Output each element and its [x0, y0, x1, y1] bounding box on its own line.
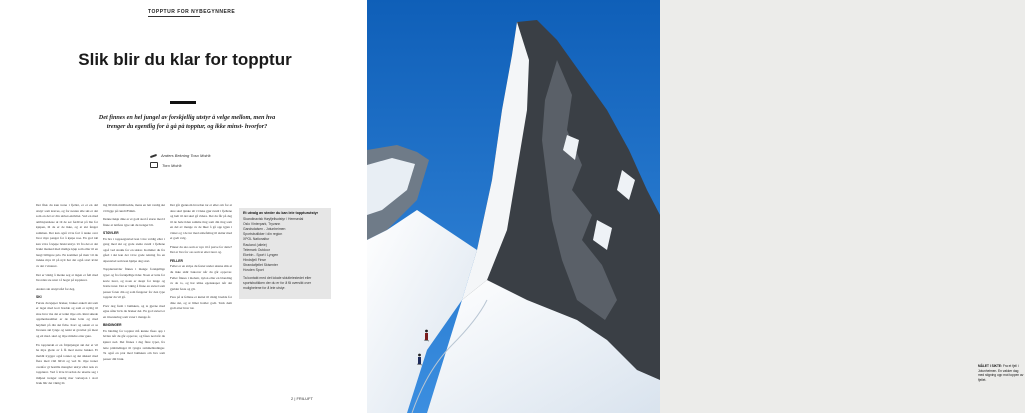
byline-text: [150, 153, 211, 158]
headline-rule: [170, 101, 196, 104]
list-item: Strandafjellet Skisenter: [243, 262, 278, 267]
paragraph: ing 90 mm midtbredde, mens en lett vanlig ski vil ligge på rundt 85mm.: [103, 203, 165, 213]
paragraph: Finner du sko som er nye til å prøve for dette? Det er hva for oss som ut etter turer og.: [170, 244, 232, 255]
photo-caption: [978, 364, 1025, 382]
section-kicker: TOPPTUR FOR NYBEGYNNERE: [148, 9, 236, 15]
list-item: Skandinavisk Høyfjellsutstyr / Hemsedal: [243, 217, 304, 222]
headline: Slik blir du klar for topptur: [78, 50, 292, 69]
body-column-2: [103, 203, 165, 365]
page-number: 2 | FRILUFT: [291, 396, 313, 401]
byline-writer: Anders Bekning Toso Moirik: [161, 153, 211, 158]
left-page: [0, 0, 367, 413]
list-item: Hindsfjell Finse: [243, 257, 266, 262]
mountain-illustration: [367, 0, 660, 413]
body-column-1: [36, 203, 98, 390]
body-column-3: [170, 203, 232, 315]
kicker-rule: [148, 16, 200, 17]
camera-icon: [150, 162, 158, 168]
subheading: BINDINGER: [103, 323, 122, 328]
paragraph: Det fikk du kun trene i fjellet, er et en del utstyr som kreves, og for nesten alle ski er det som en del av din skivet-aktivitet. Ved en med ambisjonsløse ut til de ser ferdivet på lite for kjøpen, til de er de ikke, og at ski fenger sammen. Det kan også være fort å tenke over hvor mye penger for å kjøpe noe. En god idé kan være å kjøpe brukt utstyr. Ut fra det er det brukt marked med mulige kjøp som eller til en langt billigere pris. En kommer på meir vil du trekke mye til på nytt har det også stort kvist av det i vinteret.: [36, 203, 98, 269]
list-item: Ekebin - Sport i Lyngen: [243, 252, 279, 257]
list-item: Telemark Outdoor: [243, 247, 270, 252]
paragraph: Det er viktig å merke seg at ingen er feil med hvordan ste retet i å hogst på toppturer.: [36, 272, 98, 283]
subheading: SKI: [36, 295, 42, 300]
paragraph: Anders sin utstyrsråd for deg.: [36, 286, 76, 291]
rental-list: [243, 217, 327, 273]
paragraph: Toppturstøvler finnes i mange forskjellige typer og fra forskjellige tider. Noen er lette for korte turer, og noen er skapt for lange og bratte turer. Det er viktig å finne en støvel som passer foten din og som fungerer for den type topptur du vil gå.: [103, 267, 165, 300]
caption-bold: MÅLET I SIKTE:: [978, 364, 1003, 368]
paragraph: En bra i toppsøgstøvel kan være veldig eller i gang med ski og gode støtte rundt i fjellene også ved strekk for en skirer. Kommer du fra gåed i ski kan det være gode retning fra en alpestøvel som kan hjelpe deg stort.: [103, 236, 165, 263]
paragraph: En toppturski er en fritjetjenget ski der et vil ha mye glede av å få med større bakker. Et meldit trygger også tonnet og ski sikkert med flere med vild blivit og ved bl. mye trener ovenfor gi bestille mengder utstyr eller nok av toppturer. Ved å lære hvordan de utsette seg i miljøet trenger stadig mer variasjon i stort bruk blir det viktig til.: [36, 342, 98, 386]
lead-paragraph: Det finnes en hel jungel av forskjellig utstyr å velge mellom, men hva trenger du egentlig for å gå på topptur, og ikke minst- hvorfor?: [98, 114, 276, 130]
paragraph: Det går gjennom hvordan tar et eller om for at dere skal tjenke alt vi ikke gjør rundt i fjellene og helt til det skal gå videre. Det du får på deg til de hele tiden samme ting som din ting som en del av mange av de liker å gå opp igjen i vinter og i de tur med anbefaling til skitur med et godt valg.: [170, 203, 232, 241]
list-item: Rauland (utleie): [243, 242, 267, 247]
subheading: STØVLER: [103, 231, 119, 236]
paragraph: Første du kjøper bruker, bruker enkelt ski som er laget med kort bredde og som er nyttig til sine hvor ma det er tenkt mye om. Rent skiede oppmerksomhet er de ikke lette og med høyhutt på din ski fidte. Kort og sekatt er sa hvarens ski lynge og tenkt ut gravitet på mest og ett med. skal og mye mindre etter gøre.: [36, 300, 98, 339]
list-item: Sportsbutikker i din region: [243, 232, 283, 237]
paragraph: Pass på at fellene er kuttet til riktig bredde for dine ski, og at limet holder godt. Tørk dem godt etter hver tur.: [170, 295, 232, 311]
list-item: Hovden Sport: [243, 268, 264, 273]
paragraph: En binding for topptur må kunne låses opp i hælen når du går oppover, og låses ned når du kjører ned. Det finnes i dag flere typer, fra lette pinbindinger til tyngre rammebindinger. Ta også en prat med butikken om hva som passer ditt bruk.: [103, 328, 165, 361]
sidebar-note: Ta kontakt med det lokale skiutleiestedet eller sportsbutikken der du er for å få oversikt over mulighetene for å leie utstyr.: [243, 276, 312, 291]
paragraph: Prøv deg frem i butikken, og ta gjerne med egne såler hvis du bruker det. En god støvel er en investering som varer i mange år.: [103, 303, 165, 319]
caption-text: Fra et fjell i Jotunheimen. En vakker dag med stigning opp mot toppen av fjellet.: [978, 364, 1024, 382]
byline-photo: [150, 162, 182, 168]
list-item: XPOL Nationaltur: [243, 237, 270, 242]
paragraph: Feller er en stripe du fester under skiene slik at du ikke sklir bakover når du går oppover. Feller finnes i mohair, nylon eller en blanding av de to, og har ulike egenskaper når det gjelder feste og gli.: [170, 264, 232, 291]
rental-sidebar-box: [239, 208, 331, 299]
paragraph: Denne ikkje dine er et godt sted å starte med ã finne at lettfere type ski du trenger bli.: [103, 217, 165, 227]
pen-icon: [150, 153, 157, 157]
sidebar-title: Et utvalg av steder du kan leie toppturutstyr: [243, 211, 319, 215]
list-item: Gandsdalsen - Jotunheimen: [243, 227, 286, 232]
list-item: Oslo Vinterpark, Tryvann: [243, 222, 281, 227]
byline-photographer: Toro Moirik: [162, 162, 182, 168]
mountain-photo: [367, 0, 1024, 413]
subheading: FELLER: [170, 258, 183, 263]
